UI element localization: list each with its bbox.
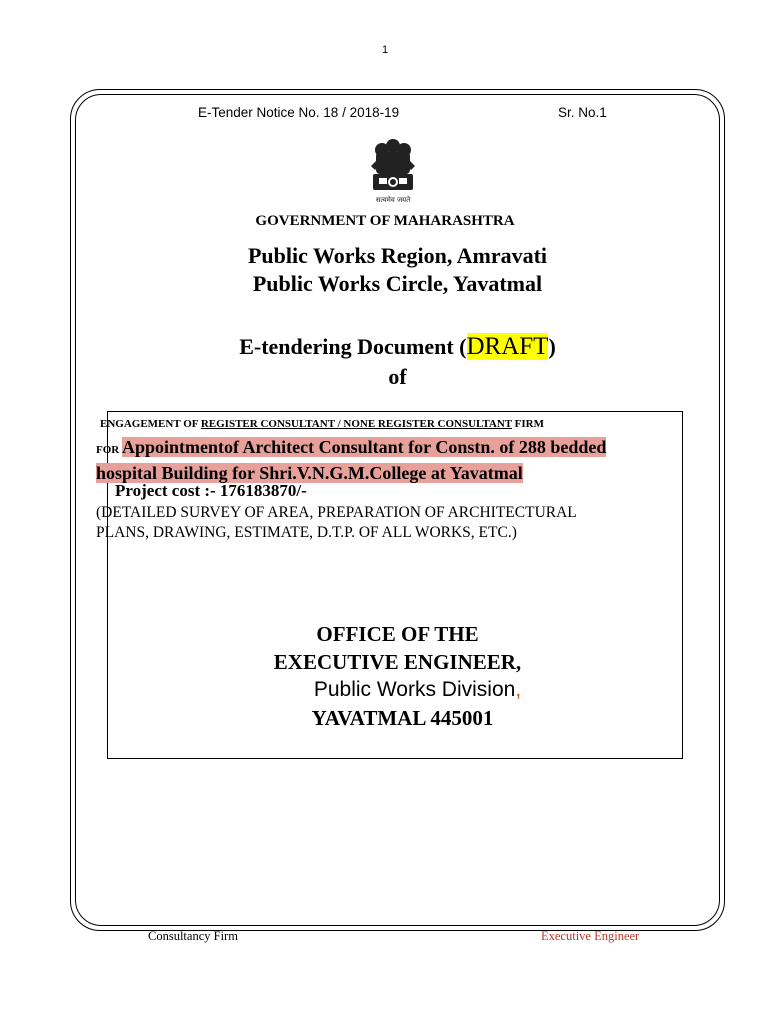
page-number: 1 (381, 44, 389, 56)
for-label: FOR (96, 444, 122, 456)
doc-title-suffix: ) (548, 334, 556, 359)
office-division (0, 676, 770, 704)
state-emblem-icon (363, 136, 423, 210)
scope-line-1: (DETAILED SURVEY OF AREA, PREPARATION OF ARCHITECTURAL (96, 504, 577, 521)
doc-title-of: of (388, 364, 407, 389)
scope-line-2: PLANS, DRAWING, ESTIMATE, D.T.P. OF ALL WORKS, ETC.) (96, 524, 517, 541)
engagement-suffix: FIRM (511, 418, 544, 430)
document-title (0, 332, 770, 392)
engagement-consultant-type: REGISTER CONSULTANT / NONE REGISTER CONSULTANT (200, 418, 512, 430)
office-heading (0, 620, 770, 676)
region-heading (0, 242, 770, 298)
subject-line (96, 436, 716, 486)
signature-consultancy-firm: Consultancy Firm (148, 929, 238, 943)
draft-highlight: DRAFT (466, 333, 549, 360)
project-cost: Project cost :- 176183870/- (115, 481, 307, 500)
office-line-2: EXECUTIVE ENGINEER, (273, 650, 522, 674)
circle-name: Public Works Circle, Yavatmal (252, 271, 543, 296)
engagement-prefix: ENGAGEMENT OF (100, 418, 201, 430)
government-heading: GOVERNMENT OF MAHARASHTRA (255, 213, 515, 229)
division-name: Public Works Division (313, 678, 516, 701)
region-name: Public Works Region, Amravati (247, 243, 548, 268)
tender-notice-number: E-Tender Notice No. 18 / 2018-19 (198, 105, 400, 120)
serial-number: Sr. No.1 (558, 105, 607, 120)
office-line-1: OFFICE OF THE (316, 622, 479, 646)
subject-highlight-2: hospital Building for Shri.V.N.G.M.College at Yavatmal (96, 463, 523, 483)
doc-title-prefix: E-tendering Document ( (239, 334, 467, 359)
division-comma: , (515, 678, 522, 701)
emblem-motto: सत्यमेव जयते (375, 196, 411, 204)
office-city: YAVATMAL 445001 (311, 706, 494, 730)
tender-notice-line (198, 105, 618, 120)
scope-details (96, 503, 706, 543)
subject-highlight-1: Appointmentof Architect Consultant for Constn. of 288 bedded (121, 437, 607, 457)
signature-executive-engineer: Executive Engineer (541, 929, 640, 943)
engagement-line (100, 418, 700, 430)
